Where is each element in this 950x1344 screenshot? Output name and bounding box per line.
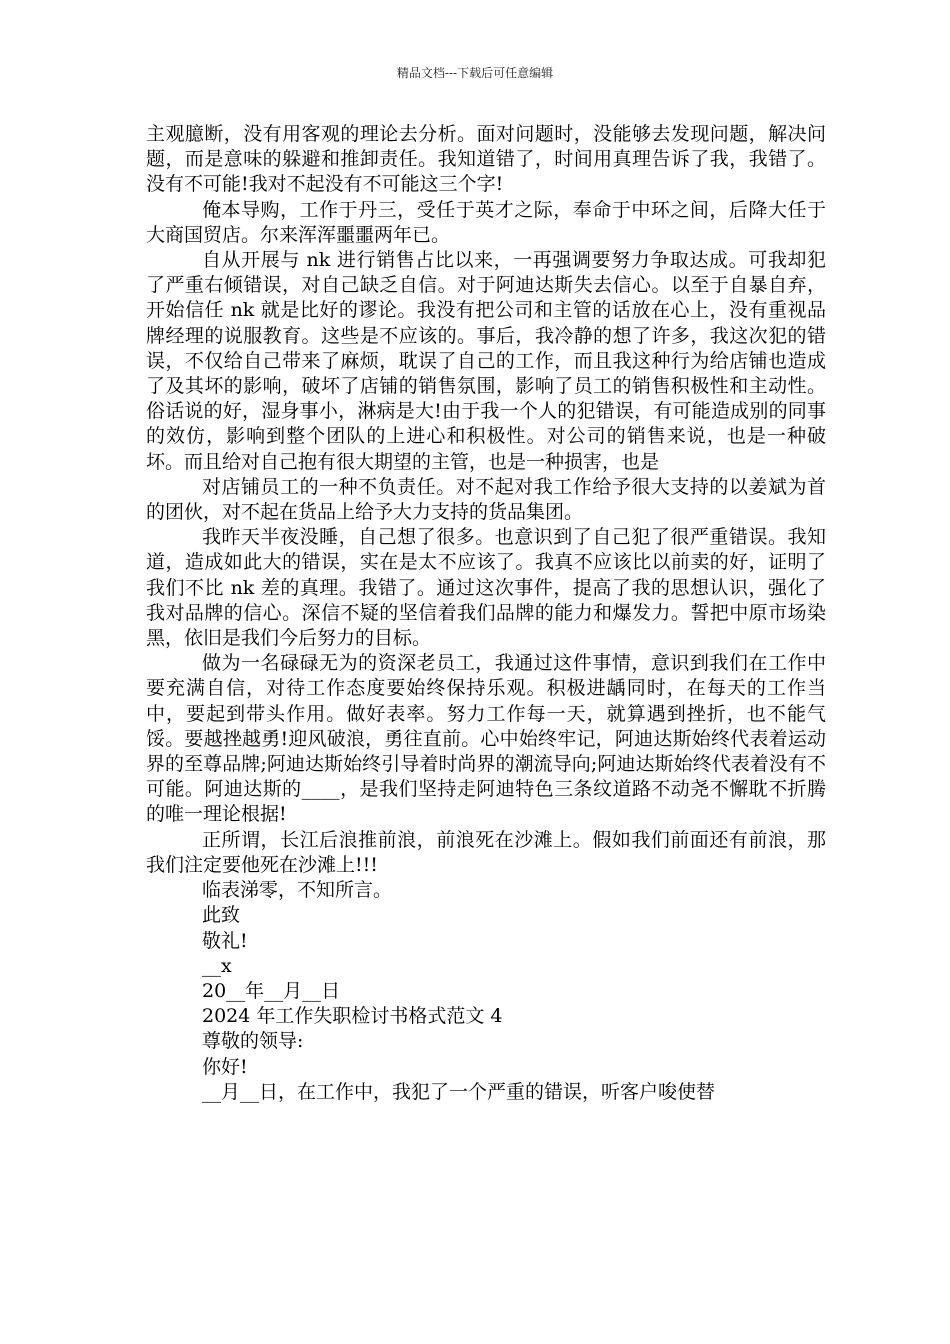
paragraph-6: 做为一名碌碌无为的资深老员工，我通过这件事情，意识到我们在工作中要充满自信，对待工作态度要始终保持乐观。积极进龋同时，在每天的工作当中，要起到带头作用。做好表率。努力工作每一天，就算遇到挫折，也不能气馁。要越挫越勇!迎风破浪，勇往直前。心中始终牢记，阿迪达斯始终代表着运动界的至尊品牌;阿迪达斯始终引导着时尚界的潮流导向;阿迪达斯始终代表着没有不可能。阿迪达斯的____，是我们坚持走阿迪特色三条纹道路不动尧不懈耽不折腾的唯一理论根据! (146, 652, 826, 826)
paragraph-3: 自从开展与 nk 进行销售占比以来，一再强调要努力争取达成。可我却犯了严重右倾错误，对自己缺乏自信。对于阿迪达斯失去信心。以至于自暴自弃，开始信任 nk 就是比好的谬论。我没有把公司和主管的话放在心上，没有重视品牌经理的说服教育。这些是不应该的。事后，我冷静的想了许多，我这次犯的错误，不仅给自己带来了麻烦，耽误了自己的工作，而且我这种行为给店铺也造成了及其坏的影响，破坏了店铺的销售氛围，影响了员工的销售积极性和主动性。俗话说的好，湿身事小，淋病是大!由于我一个人的犯错误，有可能造成别的同事的效仿，影响到整个团队的上进心和积极性。对公司的销售来说，也是一种破坏。而且给对自己抱有很大期望的主管，也是一种损害，也是 (146, 249, 826, 473)
signature-blank: __x (202, 954, 232, 977)
page-header: 精品文档---下载后可任意编辑 (396, 66, 554, 80)
paragraph-2: 俺本导购，工作于丹三，受任于英才之际，奉命于中环之间，后降大任于大商国贸店。尔来浑浑噩噩两年已。 (146, 198, 826, 246)
body-opening-line: __月__日，在工作中，我犯了一个严重的错误，听客户唆使替 (202, 1080, 716, 1103)
section-title: 2024 年工作失职检讨书格式范文 4 (202, 1005, 503, 1028)
paragraph-7: 正所谓，长江后浪推前浪，前浪死在沙滩上。假如我们前面还有前浪，那我们注定要他死在沙滩上!!! (146, 828, 826, 876)
salutation-ci-zhi: 此致 (202, 904, 241, 927)
greeting-hello: 你好! (202, 1055, 248, 1078)
greeting-addressee: 尊敬的领导: (202, 1030, 304, 1053)
paragraph-4: 对店铺员工的一种不负责任。对不起对我工作给予很大支持的以姜斌为首的团伙，对不起在货品上给予大力支持的货品集团。 (146, 475, 826, 524)
salutation-jing-li: 敬礼! (202, 929, 248, 952)
paragraph-1: 主观臆断，没有用客观的理论去分析。面对问题时，没能够去发现问题，解决问题，而是意味的躲避和推卸责任。我知道错了，时间用真理告诉了我，我错了。没有不可能!我对不起没有不可能这三个字! (146, 123, 826, 196)
paragraph-5: 我昨天半夜没睡，自己想了很多。也意识到了自己犯了很严重错误。我知道，造成如此大的错误，实在是太不应该了。我真不应该比以前卖的好，证明了我们不比 nk 差的真理。我错了。通过这次事件，提高了我的思想认识，强化了我对品牌的信心。深信不疑的坚信着我们品牌的能力和爆发力。誓把中原市场染黑，依旧是我们今后努力的目标。 (146, 526, 826, 650)
document-body (146, 122, 826, 1105)
closing-remark: 临表涕零，不知所言。 (202, 879, 393, 902)
date-blank: 20__年__月__日 (202, 979, 341, 1002)
